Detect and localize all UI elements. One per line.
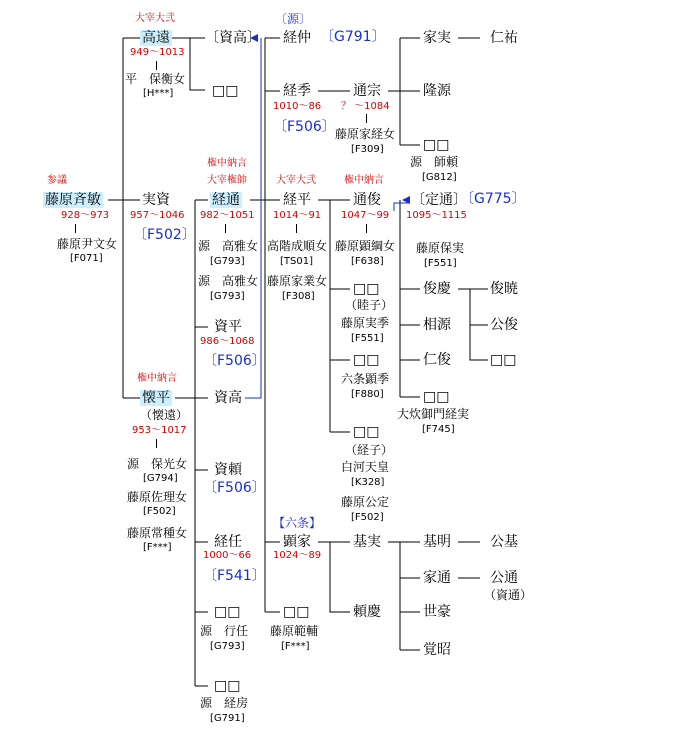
- person-sukeko-bracket[interactable]: 〔資高〕: [205, 30, 261, 46]
- ref-f-2: [F***]: [281, 641, 310, 652]
- ref-f071: [F071]: [70, 253, 103, 264]
- link-f541[interactable]: 〔F541〕: [203, 568, 266, 584]
- person-ryugen[interactable]: 隆源: [423, 83, 451, 99]
- dates-sadamichi: 1095〜1115: [406, 210, 467, 221]
- person-michitoshi[interactable]: 通俊: [353, 192, 381, 208]
- person-ninyu[interactable]: 仁祐: [490, 30, 518, 46]
- ref-f: [F***]: [143, 542, 172, 553]
- ref-ts01: [TS01]: [280, 256, 313, 267]
- person-ieza[interactable]: 家実: [423, 30, 451, 46]
- spouse-takato: 平 保衡女: [125, 72, 186, 86]
- spouse-tsunemichi-1: 源 高雅女: [198, 239, 259, 253]
- husband-unknown-f: 白河天皇: [341, 460, 390, 474]
- person-toshiaki[interactable]: 俊暁: [490, 281, 518, 297]
- title-sangi: 参議: [47, 175, 67, 186]
- person-sukeyori[interactable]: 資頼: [214, 462, 242, 478]
- spouse-tsunehira-1: 高階成順女: [267, 239, 328, 253]
- spouse-michitoshi: 藤原顕綱女: [335, 239, 396, 253]
- person-unknown-c[interactable]: □□: [283, 604, 310, 620]
- dates-keiki: 1010〜86: [273, 101, 322, 112]
- alias-unknown-d: （睦子）: [345, 298, 394, 312]
- spouse-tsunehira-2: 藤原家業女: [267, 274, 328, 288]
- person-motozane[interactable]: 基実: [353, 534, 381, 550]
- dates-tsunehira: 1014〜91: [273, 210, 322, 221]
- tick: [156, 61, 157, 70]
- father-unknown-e: 六条顕季: [341, 372, 390, 386]
- mother-unknown-g: 源 師頼: [410, 155, 459, 169]
- dates-takato: 949〜1013: [130, 47, 185, 58]
- ref-g812: [G812]: [422, 172, 457, 183]
- link-genji[interactable]: 〔源〕: [275, 12, 312, 26]
- link-f506-1[interactable]: 〔F506〕: [203, 353, 266, 369]
- spouse-unknown-b: 源 経房: [200, 696, 249, 710]
- spouse-kanehira-2: 藤原佐理女: [127, 490, 188, 504]
- line-kanehira-trunk: [175, 398, 195, 686]
- person-ninshun[interactable]: 仁俊: [423, 352, 451, 368]
- ref-f502-b: [F502]: [351, 512, 384, 523]
- ref-f309: [F309]: [351, 144, 384, 155]
- title-dazai-taini: 大宰大弐: [135, 13, 175, 24]
- tick: [156, 439, 157, 448]
- person-tsunetoo[interactable]: 経任: [214, 534, 242, 550]
- person-tsuunemune[interactable]: 通宗: [353, 83, 381, 99]
- ref-g793-b: [G793]: [210, 291, 245, 302]
- ref-g791: [G791]: [210, 713, 245, 724]
- ref-f745: [F745]: [422, 424, 455, 435]
- person-sadamichi-bracket[interactable]: 〔定通〕: [411, 192, 467, 208]
- tick: [75, 224, 76, 233]
- dates-kanehira: 953〜1017: [132, 425, 187, 436]
- person-sanesuke[interactable]: 実資: [142, 192, 170, 208]
- person-sego[interactable]: 世豪: [423, 604, 451, 620]
- father-unknown-h: 大炊御門経実: [397, 407, 470, 421]
- dates-tsunetoo: 1000〜66: [203, 550, 252, 561]
- ref-f308: [F308]: [282, 291, 315, 302]
- person-kimimoto[interactable]: 公基: [490, 534, 518, 550]
- link-f506-3[interactable]: 〔F506〕: [273, 119, 336, 135]
- dates-sukenaga: 928〜973: [61, 210, 110, 221]
- ref-f551-b: [F551]: [424, 258, 457, 269]
- ref-f638: [F638]: [351, 256, 384, 267]
- dates-sukehira: 986〜1068: [200, 336, 255, 347]
- ref-f502: [F502]: [143, 506, 176, 517]
- person-motoaki[interactable]: 基明: [423, 534, 451, 550]
- spouse-sukenaga: 藤原尹文女: [57, 237, 118, 251]
- link-g791[interactable]: 〔G791〕: [320, 29, 386, 45]
- person-akiie[interactable]: 顕家: [283, 534, 311, 550]
- person-kanehira[interactable]: 懐平: [142, 390, 170, 406]
- person-tsunemichi[interactable]: 経通: [212, 192, 240, 208]
- person-kakusho[interactable]: 覚昭: [423, 642, 451, 658]
- person-fujiwara-sukenaga[interactable]: 藤原斉敏: [45, 192, 101, 208]
- title-gon-chunagon-2: 権中納言: [207, 158, 247, 169]
- ref-k328: [K328]: [351, 477, 385, 488]
- tick: [225, 224, 226, 233]
- person-toshikei[interactable]: 俊慶: [423, 281, 451, 297]
- spouse-kanehira-1: 源 保光女: [127, 457, 188, 471]
- tick: [366, 224, 367, 233]
- title-gon-chunagon: 権中納言: [137, 373, 177, 384]
- dates-akiie: 1024〜89: [273, 550, 322, 561]
- person-kimitoshi[interactable]: 公俊: [490, 317, 518, 333]
- person-sukeko[interactable]: 資高: [214, 390, 242, 406]
- spouse-tsuunemune: 藤原家経女: [335, 127, 396, 141]
- person-unknown-g[interactable]: □□: [423, 137, 450, 153]
- person-unknown-b[interactable]: □□: [214, 678, 241, 694]
- link-f502[interactable]: 〔F502〕: [133, 227, 196, 243]
- spouse-tsunemichi-2: 源 高雅女: [198, 274, 259, 288]
- title-dazai-gon-sochi: 大宰権帥: [207, 175, 247, 186]
- person-tsunehira[interactable]: 経平: [283, 192, 311, 208]
- person-keichu[interactable]: 経仲: [283, 30, 311, 46]
- person-unknown-h[interactable]: □□: [423, 389, 450, 405]
- alias-unknown-f: （経子）: [345, 443, 394, 457]
- person-unknown-e[interactable]: □□: [353, 352, 380, 368]
- alias-kimimichi: （資通）: [484, 588, 533, 602]
- dates-tsuunemune: ？ 〜1084: [341, 101, 390, 112]
- person-sougen[interactable]: 相源: [423, 317, 451, 333]
- person-kimimichi[interactable]: 公通: [490, 570, 518, 586]
- person-iemichi[interactable]: 家通: [423, 570, 451, 586]
- title-gon-chunagon-3: 権中納言: [344, 175, 384, 186]
- father-unknown-f: 藤原公定: [341, 495, 390, 509]
- person-unknown-i[interactable]: □□: [490, 352, 517, 368]
- person-sukehira[interactable]: 資平: [214, 319, 242, 335]
- person-takato[interactable]: 高遠: [142, 30, 170, 46]
- father-unknown-d: 藤原実季: [341, 316, 390, 330]
- person-unknown-a[interactable]: □□: [214, 604, 241, 620]
- person-yorikei[interactable]: 頼慶: [353, 604, 381, 620]
- person-keiki[interactable]: 経季: [283, 83, 311, 99]
- tick: [366, 114, 367, 123]
- dates-sanesuke: 957〜1046: [130, 210, 185, 221]
- link-rokujo[interactable]: 【六条】: [273, 516, 322, 530]
- ref-f880: [F880]: [351, 389, 384, 400]
- tick: [296, 224, 297, 233]
- ref-g794: [G794]: [143, 473, 178, 484]
- person-unknown-d[interactable]: □□: [353, 281, 380, 297]
- dates-tsunemichi: 982〜1051: [200, 210, 255, 221]
- spouse-unknown-c: 藤原範輔: [270, 624, 319, 638]
- spouse-unknown-a: 源 行任: [200, 624, 249, 638]
- ref-h: [H***]: [143, 88, 174, 99]
- spouse-kanehira-3: 藤原常種女: [127, 526, 188, 540]
- link-f506-2[interactable]: 〔F506〕: [203, 480, 266, 496]
- alias-kanehira: （懐遠）: [140, 408, 189, 422]
- mother-sadamichi: 藤原保実: [416, 241, 465, 255]
- ref-g793-c: [G793]: [210, 641, 245, 652]
- link-g775[interactable]: 〔G775〕: [460, 191, 526, 207]
- line-tsunehira-trunk: [318, 200, 330, 432]
- person-unknown-takato-child[interactable]: □□: [212, 83, 239, 99]
- person-unknown-f[interactable]: □□: [353, 424, 380, 440]
- ref-g793-a: [G793]: [210, 256, 245, 267]
- title-dazai-taini-2: 大宰大弐: [276, 175, 316, 186]
- dates-michitoshi: 1047〜99: [341, 210, 390, 221]
- ref-f551-a: [F551]: [351, 333, 384, 344]
